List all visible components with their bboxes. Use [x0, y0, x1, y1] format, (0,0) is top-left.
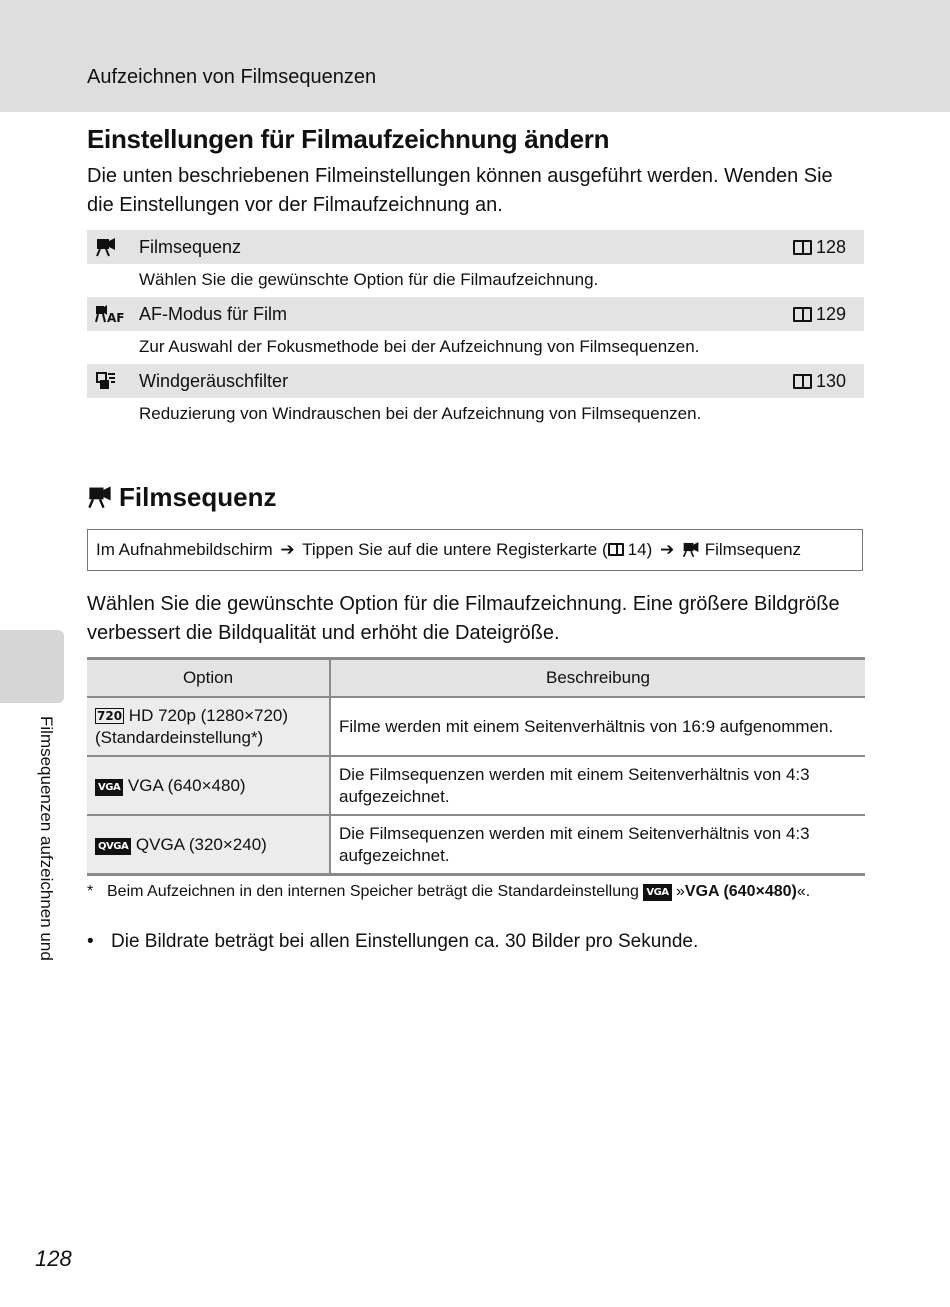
setting-description: Zur Auswahl der Fokusmethode bei der Aufzeichnung von Filmsequenzen.	[139, 337, 700, 356]
table-row	[87, 756, 865, 815]
settings-list	[87, 230, 864, 431]
vga-icon: VGA	[95, 779, 123, 796]
page-reference: 128	[793, 237, 846, 258]
nav-step: Tippen Sie auf die untere Registerkarte (	[302, 540, 608, 559]
option-cell: 720 HD 720p (1280×720) (Standardeinstellung*)	[87, 697, 330, 756]
page-reference: 129	[793, 304, 846, 325]
options-table	[87, 657, 865, 876]
bullet-note: • Die Bildrate beträgt bei allen Einstellungen ca. 30 Bilder pro Sekunde.	[87, 929, 857, 955]
book-icon	[793, 240, 812, 255]
table-row	[87, 815, 865, 875]
nav-step: Im Aufnahmebildschirm	[96, 540, 273, 559]
description-cell: Die Filmsequenzen werden mit einem Seitenverhältnis von 4:3 aufgezeichnet.	[330, 756, 865, 815]
movie-camera-icon	[87, 485, 113, 509]
setting-row-filmsequenz	[87, 230, 864, 264]
table-header-description: Beschreibung	[330, 659, 865, 698]
description-cell: Die Filmsequenzen werden mit einem Seitenverhältnis von 4:3 aufgezeichnet.	[330, 815, 865, 875]
table-header-option: Option	[87, 659, 330, 698]
page-number: 128	[35, 1246, 72, 1271]
setting-name: Filmsequenz	[139, 237, 242, 257]
bullet-icon: •	[87, 931, 94, 952]
arrow-right-icon: ➔	[280, 540, 295, 559]
table-row	[87, 697, 865, 756]
hd720-icon: 720	[97, 708, 123, 723]
navigation-path: Im Aufnahmebildschirm ➔ Tippen Sie auf die untere Registerkarte ( 14) ➔ Filmsequenz	[87, 529, 863, 571]
book-icon	[608, 543, 624, 556]
footnote: * Beim Aufzeichnen in den internen Speicher beträgt die Standardeinstellung VGA »VGA (640×480)«.	[87, 883, 811, 900]
setting-name: Windgeräuschfilter	[139, 371, 289, 391]
movie-camera-icon	[682, 541, 700, 558]
book-icon	[793, 374, 812, 389]
setting-name: AF-Modus für Film	[139, 304, 288, 324]
chapter-tab	[0, 630, 64, 703]
header-band	[0, 0, 950, 112]
nav-step: Filmsequenz	[704, 540, 802, 559]
option-cell: QVGA QVGA (320×240)	[87, 815, 330, 875]
movie-camera-icon	[95, 237, 117, 257]
description-cell: Filme werden mit einem Seitenverhältnis von 16:9 aufgenommen.	[330, 697, 865, 756]
book-icon	[793, 307, 812, 322]
arrow-right-icon: ➔	[659, 540, 675, 559]
nav-ref: 14	[627, 540, 647, 559]
setting-row-wind	[87, 364, 864, 398]
movie-af-icon	[95, 304, 125, 325]
section-title: Einstellungen für Filmaufzeichnung ändern	[87, 124, 610, 154]
setting-row-af-modus	[87, 297, 864, 331]
setting-description: Wählen Sie die gewünschte Option für die Filmaufzeichnung.	[139, 270, 599, 289]
svg-text:AF: AF	[107, 311, 125, 325]
page-reference: 130	[793, 371, 846, 392]
body-paragraph: Wählen Sie die gewünschte Option für die Filmaufzeichnung. Eine größere Bildgröße verbessert die Bildqualität und erhöht die Dateigröße.	[87, 593, 840, 644]
chapter-label: Filmsequenzen aufzeichnen und	[37, 716, 56, 961]
option-cell: VGA VGA (640×480)	[87, 756, 330, 815]
qvga-icon: QVGA	[95, 838, 131, 855]
subsection-title: Filmsequenz	[87, 482, 276, 513]
section-intro: Die unten beschriebenen Filmeinstellungen können ausgeführt werden. Wenden Sie die Einstellungen vor der Filmaufzeichnung an.	[87, 165, 833, 216]
setting-description: Reduzierung von Windrauschen bei der Aufzeichnung von Filmsequenzen.	[139, 404, 702, 423]
vga-icon: VGA	[643, 884, 671, 901]
wind-filter-icon	[95, 371, 117, 391]
page-header-title: Aufzeichnen von Filmsequenzen	[87, 66, 377, 88]
